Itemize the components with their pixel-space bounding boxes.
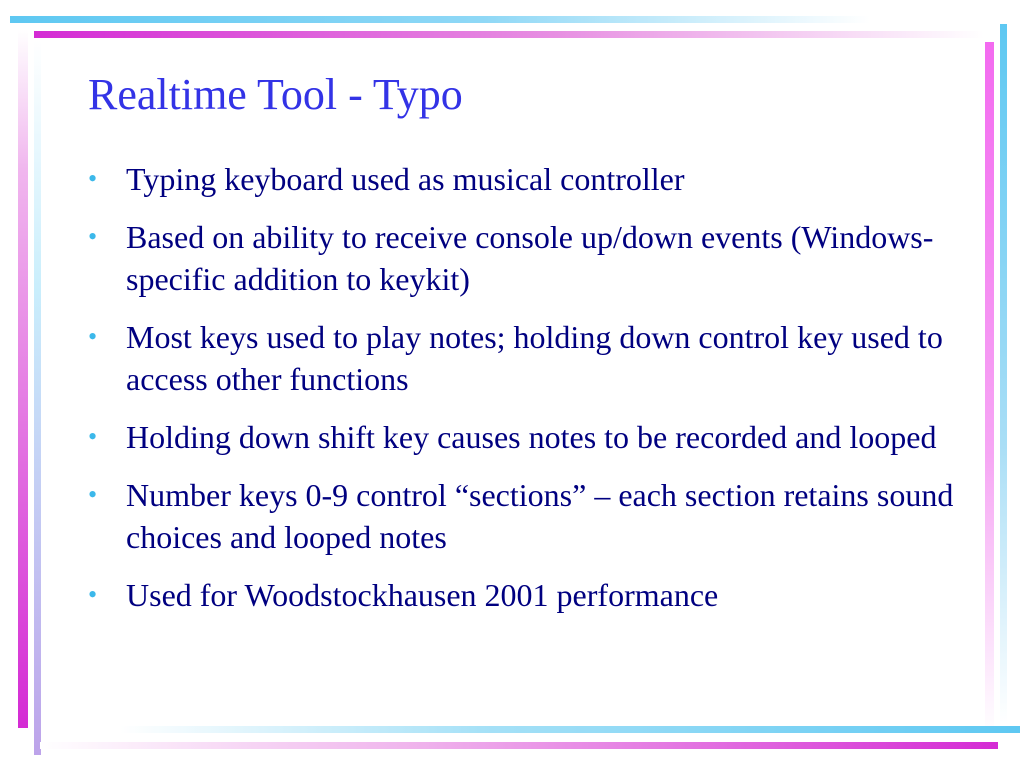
left-cyan-bar: [34, 40, 41, 755]
bullet-text: Based on ability to receive console up/down events (Windows-specific addition to keykit): [126, 219, 934, 297]
bullet-item: [88, 416, 958, 458]
bullet-text: Used for Woodstockhausen 2001 performance: [126, 577, 719, 613]
top-magenta-bar: [34, 31, 984, 38]
bullet-dot-icon: •: [88, 322, 98, 351]
bullet-list: [88, 158, 958, 632]
bullet-text: Most keys used to play notes; holding down control key used to access other functions: [126, 319, 943, 397]
bottom-magenta-bar: [40, 742, 998, 749]
bullet-dot-icon: •: [88, 580, 98, 609]
bullet-text: Typing keyboard used as musical controller: [126, 161, 685, 197]
top-cyan-bar: [10, 16, 870, 23]
bullet-dot-icon: •: [88, 164, 98, 193]
bullet-item: [88, 316, 958, 400]
bullet-item: [88, 574, 958, 616]
bullet-text: Holding down shift key causes notes to be recorded and looped: [126, 419, 937, 455]
bullet-dot-icon: •: [88, 422, 98, 451]
bullet-dot-icon: •: [88, 222, 98, 251]
right-cyan-bar: [1000, 24, 1007, 724]
bullet-text: Number keys 0-9 control “sections” – each section retains sound choices and looped notes: [126, 477, 954, 555]
right-magenta-bar: [985, 42, 994, 734]
bullet-dot-icon: •: [88, 480, 98, 509]
bullet-item: [88, 474, 958, 558]
bullet-item: [88, 158, 958, 200]
slide-title: Realtime Tool - Typo: [88, 70, 463, 119]
bottom-cyan-bar: [120, 726, 1020, 733]
left-magenta-bar: [18, 30, 28, 728]
bullet-item: [88, 216, 958, 300]
